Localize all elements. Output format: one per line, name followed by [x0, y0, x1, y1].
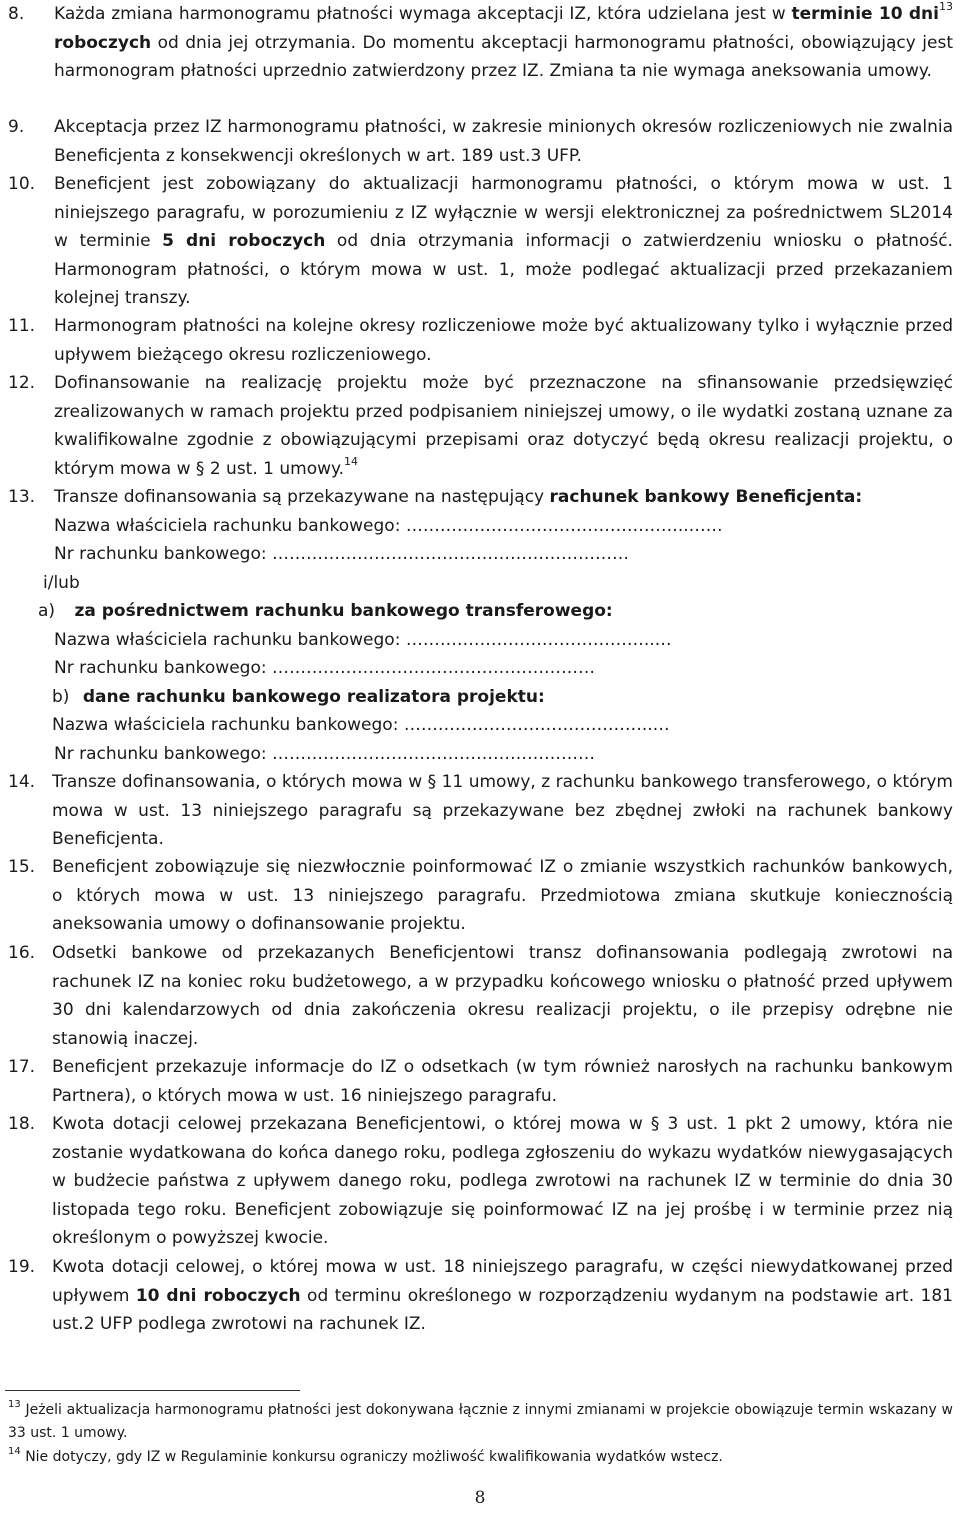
paragraph-item-19	[8, 1253, 953, 1339]
text-run: Beneficjent zobowiązuje się niezwłocznie poinformować IZ o zmianie wszystkich rachunków bankowych, o których mowa w ust. 13 niniejszego paragrafu. Przedmiotowa zmiana skutkuje koniecznością aneksowania umowy o dofinansowanie projektu.	[52, 857, 953, 934]
item-text	[52, 853, 953, 939]
item-text	[54, 312, 953, 369]
text-run: Kwota dotacji celowej, o której mowa w ust. 18 niniejszego paragrafu, w części niewydatkowanej przed upływem	[52, 1257, 953, 1306]
transfer-owner-field[interactable]: ……………………………………..…	[405, 630, 672, 650]
realizer-number-label: Nr rachunku bankowego:	[54, 744, 267, 764]
item-text	[54, 369, 953, 483]
item-number: 12.	[8, 373, 36, 393]
text-run: Każda zmiana harmonogramu płatności wymaga akceptacji IZ, która udzielana jest w	[54, 4, 792, 24]
bold-text-run: 10 dni roboczych	[135, 1285, 301, 1306]
account-number-label: Nr rachunku bankowego:	[54, 544, 267, 564]
item-number: 17.	[8, 1057, 36, 1077]
item-text	[52, 768, 953, 854]
transfer-owner-label: Nazwa właściciela rachunku bankowego:	[54, 630, 401, 650]
transfer-number-label: Nr rachunku bankowego:	[54, 658, 267, 678]
paragraph-item-12	[8, 369, 953, 483]
paragraph-item-8	[8, 0, 953, 86]
paragraph-item-18	[8, 1110, 953, 1253]
item-text	[52, 1053, 953, 1110]
item-number: 19.	[8, 1257, 36, 1277]
item-text	[52, 939, 953, 1053]
item-text	[54, 113, 953, 170]
paragraph-item-9	[8, 113, 953, 170]
item-number: 11.	[8, 316, 36, 336]
footnote-text: Jeżeli aktualizacja harmonogramu płatności jest dokonywana łącznie z innymi zmianami w projekcie obowiązuje termin wskazany w 33 ust. 1 umowy.	[8, 1402, 953, 1441]
footnote-number: 13	[8, 1399, 21, 1411]
realizer-owner-line	[52, 711, 670, 740]
footnote-text: Nie dotyczy, gdy IZ w Regulaminie konkursu ograniczy możliwość kwalifikowania wydatków wstecz.	[25, 1449, 723, 1465]
text-run: od dnia otrzymania informacji o zatwierdzeniu wniosku o płatność. Harmonogram płatności, o którym mowa w ust. 1, może podlegać aktualizacji przed przekazaniem kolejnej transzy.	[54, 231, 953, 308]
footnote-14	[8, 1446, 953, 1469]
footnote-13	[8, 1399, 953, 1445]
footnote-ref[interactable]: 13	[939, 0, 953, 14]
paragraph-item-16	[8, 939, 953, 1053]
subitem-letter: a)	[38, 601, 56, 621]
subitem-a-heading	[38, 597, 613, 626]
realizer-owner-field[interactable]: ……………………………………..…	[403, 715, 670, 735]
text-run: Kwota dotacji celowej przekazana Beneficjentowi, o której mowa w § 3 ust. 1 pkt 2 umowy, która nie zostanie wydatkowana do końca danego roku, podlega zgłoszeniu do wykazu wydatków niewygasających w budżecie państwa z upływem danego roku, podlega zwrotowi na rachunek IZ w terminie do dnia 30 listopada tego roku. Beneficjent zobowiązuje się poinformować IZ na jej prośbę i w terminie przez nią określonym o powyższej kwocie.	[52, 1114, 953, 1248]
account-owner-field[interactable]: …………………………………………..……	[405, 516, 723, 536]
footnote-number: 14	[8, 1446, 21, 1458]
item-number: 9.	[8, 117, 25, 137]
text-run: Beneficjent przekazuje informacje do IZ o odsetkach (w tym również narosłych na rachunku bankowym Partnera), o których mowa w ust. 16 niniejszego paragrafu.	[52, 1057, 953, 1106]
text-run: Transze dofinansowania, o których mowa w § 11 umowy, z rachunku bankowego transferowego, o którym mowa w ust. 13 niniejszego paragrafu są przekazywane bez zbędnej zwłoki na rachunek bankowy Beneficjenta.	[52, 772, 953, 849]
item-number: 8.	[8, 4, 25, 24]
text-run: Transze dofinansowania są przekazywane na następujący	[54, 487, 550, 507]
realizer-number-field[interactable]: …………………………………………………	[272, 744, 595, 764]
paragraph-item-10	[8, 170, 953, 313]
item-text	[54, 0, 953, 86]
transfer-number-line	[54, 654, 595, 683]
item-number: 13.	[8, 487, 36, 507]
paragraph-item-11	[8, 312, 953, 369]
item-number: 15.	[8, 857, 36, 877]
text-run: od terminu określonego w rozporządzeniu wydanym na podstawie art. 181 ust.2 UFP podlega zwrotowi na rachunek IZ.	[52, 1285, 953, 1334]
paragraph-item-13	[8, 483, 953, 512]
page-number: 8	[474, 1488, 486, 1508]
footnote-ref[interactable]: 14	[344, 454, 359, 468]
account-owner-line	[54, 512, 723, 541]
paragraph-item-17	[8, 1053, 953, 1110]
subitem-title: dane rachunku bankowego realizatora projektu:	[82, 687, 545, 707]
item-text	[52, 1253, 953, 1339]
bold-text-run: 5 dni roboczych	[162, 231, 326, 251]
text-run: Beneficjent jest zobowiązany do aktualizacji harmonogramu płatności, o którym mowa w ust. 1 niniejszego paragrafu, w porozumieniu z IZ wyłącznie w wersji elektronicznej za pośrednictwem SL2014 w terminie	[54, 174, 953, 251]
bold-text-run: terminie 10 dni	[791, 4, 939, 24]
text-run: Akceptacja przez IZ harmonogramu płatności, w zakresie minionych okresów rozliczeniowych nie zwalnia Beneficjenta z konsekwencji określonych w art. 189 ust.3 UFP.	[54, 117, 953, 166]
text-run: Harmonogram płatności na kolejne okresy rozliczeniowe może być aktualizowany tylko i wyłącznie przed upływem bieżącego okresu rozliczeniowego.	[54, 316, 953, 365]
item-text	[52, 1110, 953, 1253]
subitem-letter: b)	[52, 687, 70, 707]
item-number: 16.	[8, 943, 36, 963]
subitem-b-heading	[52, 683, 545, 712]
account-owner-label: Nazwa właściciela rachunku bankowego:	[54, 516, 401, 536]
transfer-owner-line	[54, 626, 672, 655]
account-number-field[interactable]: ………………………………………………………	[272, 544, 629, 564]
text-run: Dofinansowanie na realizację projektu może być przeznaczone na sfinansowanie przedsięwzięć zrealizowanych w ramach projektu przed podpisaniem niniejszej umowy, o ile wydatki zostaną uznane za kwalifikowalne zgodnie z obowiązującymi przepisami oraz dotyczyć będą okresu realizacji projektu, o którym mowa w § 2 ust. 1 umowy.	[54, 373, 953, 479]
item-number: 18.	[8, 1114, 36, 1134]
item-text	[54, 170, 953, 313]
realizer-owner-label: Nazwa właściciela rachunku bankowego:	[52, 715, 399, 735]
paragraph-item-15	[8, 853, 953, 939]
item-number: 10.	[8, 174, 36, 194]
item-text	[54, 483, 953, 512]
bold-text-run: roboczych	[54, 32, 152, 53]
text-run: od dnia jej otrzymania. Do momentu akceptacji harmonogramu płatności, obowiązujący jest harmonogram płatności uprzednio zatwierdzony przez IZ. Zmiana ta nie wymaga aneksowania umowy.	[54, 32, 953, 81]
bold-text-run: rachunek bankowy Beneficjenta:	[549, 487, 863, 507]
text-run: Odsetki bankowe od przekazanych Beneficjentowi transz dofinansowania podlegają zwrotowi na rachunek IZ na koniec roku budżetowego, a w przypadku końcowego wniosku o płatność przed upływem 30 dni kalendarzowych od dnia zakończenia okresu realizacji projektu, o ile przepisy odrębne nie stanowią inaczej.	[52, 943, 953, 1049]
subitem-title: za pośrednictwem rachunku bankowego transferowego:	[74, 601, 613, 621]
paragraph-item-14	[8, 768, 953, 854]
transfer-number-field[interactable]: …………………………………………………	[272, 658, 595, 678]
footnote-separator	[5, 1390, 300, 1391]
account-number-line	[54, 540, 629, 569]
or-text: i/lub	[43, 573, 80, 593]
realizer-number-line	[54, 740, 595, 769]
item-number: 14.	[8, 772, 36, 792]
